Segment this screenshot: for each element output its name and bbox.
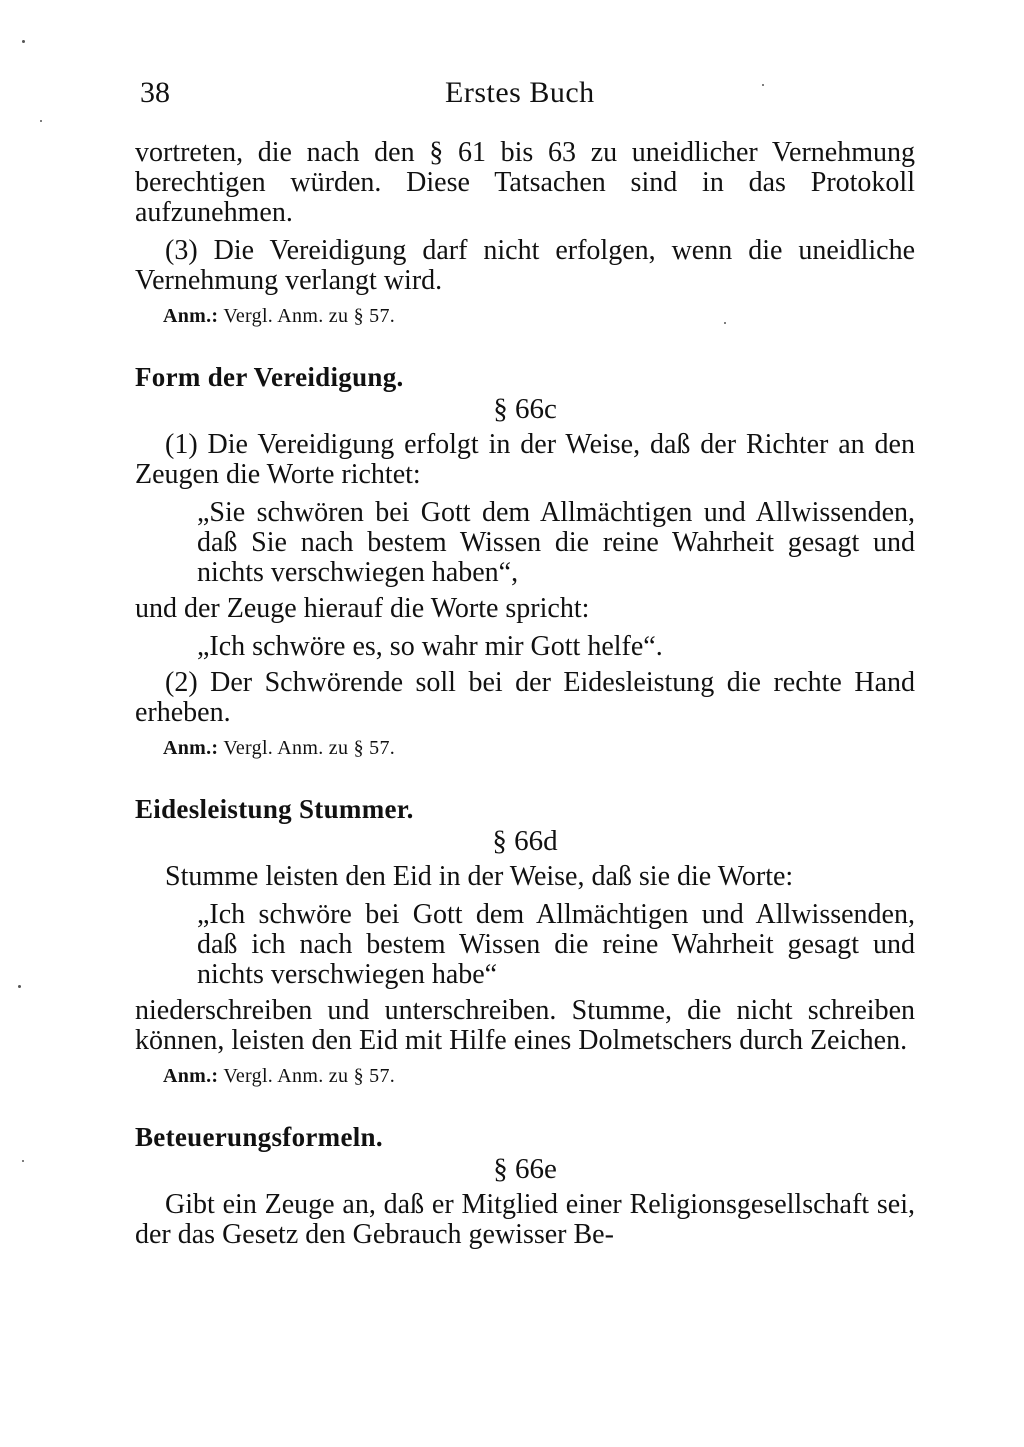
oath-quote-2: „Ich schwöre es, so wahr mir Gott helfe“. [197, 631, 663, 662]
paragraph-66e-1: Gibt ein Zeuge an, daß er Mitglied einer Religionsgesellschaft sei, der das Gesetz den Gebrauch gewisser Be- [135, 1189, 915, 1250]
annotation-label: Anm.: [163, 305, 219, 327]
section-heading-form: Form der Vereidigung. [135, 362, 404, 392]
annotation-3 [163, 1064, 915, 1088]
section-heading-stumme: Eidesleistung Stummer. [135, 794, 414, 824]
section-number-66d: § 66d [492, 825, 558, 857]
annotation-2 [163, 736, 915, 760]
section-number-66c: § 66c [493, 393, 557, 425]
scan-speck [18, 985, 21, 988]
oath-quote-3: „Ich schwöre bei Gott dem Allmächtigen und Allwissenden, daß ich nach bestem Wissen die reine Wahrheit gesagt und nichts verschwiegen habe“ [197, 899, 915, 990]
scan-speck [40, 120, 42, 122]
annotation-1 [163, 304, 915, 328]
annotation-text: Vergl. Anm. zu § 57. [223, 305, 396, 327]
annotation-text: Vergl. Anm. zu § 57. [223, 737, 396, 759]
page-number: 38 [140, 76, 170, 109]
paragraph-66c-2: (2) Der Schwörende soll bei der Eidesleistung die rechte Hand erheben. [135, 667, 915, 728]
section-heading-beteuerung: Beteuerungsformeln. [135, 1122, 383, 1152]
scan-speck [724, 322, 726, 324]
annotation-text: Vergl. Anm. zu § 57. [223, 1065, 396, 1087]
scan-speck [22, 1160, 24, 1162]
paragraph-continuation: vortreten, die nach den § 61 bis 63 zu uneidlicher Vernehmung berechtigen würden. Diese Tatsachen sind in das Protokoll aufzunehmen. [135, 137, 915, 228]
paragraph-66c-response: und der Zeuge hierauf die Worte spricht: [135, 593, 590, 624]
page-body [135, 138, 915, 1258]
paragraph-66d-2: niederschreiben und unterschreiben. Stumme, die nicht schreiben können, leisten den Eid mit Hilfe eines Dolmetschers durch Zeichen. [135, 995, 915, 1056]
oath-quote-1: „Sie schwören bei Gott dem Allmächtigen und Allwissenden, daß Sie nach bestem Wissen die reine Wahrheit gesagt und nichts verschwiegen haben“, [197, 497, 915, 588]
scan-speck [22, 40, 25, 43]
annotation-label: Anm.: [163, 737, 219, 759]
annotation-label: Anm.: [163, 1065, 219, 1087]
paragraph-subsection-3: (3) Die Vereidigung darf nicht erfolgen, wenn die uneidliche Vernehmung verlangt wird. [135, 235, 915, 296]
scan-speck [762, 84, 764, 86]
running-head: Erstes Buch [445, 76, 595, 109]
section-number-66e: § 66e [493, 1153, 557, 1185]
paragraph-66c-1: (1) Die Vereidigung erfolgt in der Weise, daß der Richter an den Zeugen die Worte richtet: [135, 429, 915, 490]
paragraph-66d-1: Stumme leisten den Eid in der Weise, daß sie die Worte: [165, 861, 794, 892]
page-header [140, 76, 910, 116]
